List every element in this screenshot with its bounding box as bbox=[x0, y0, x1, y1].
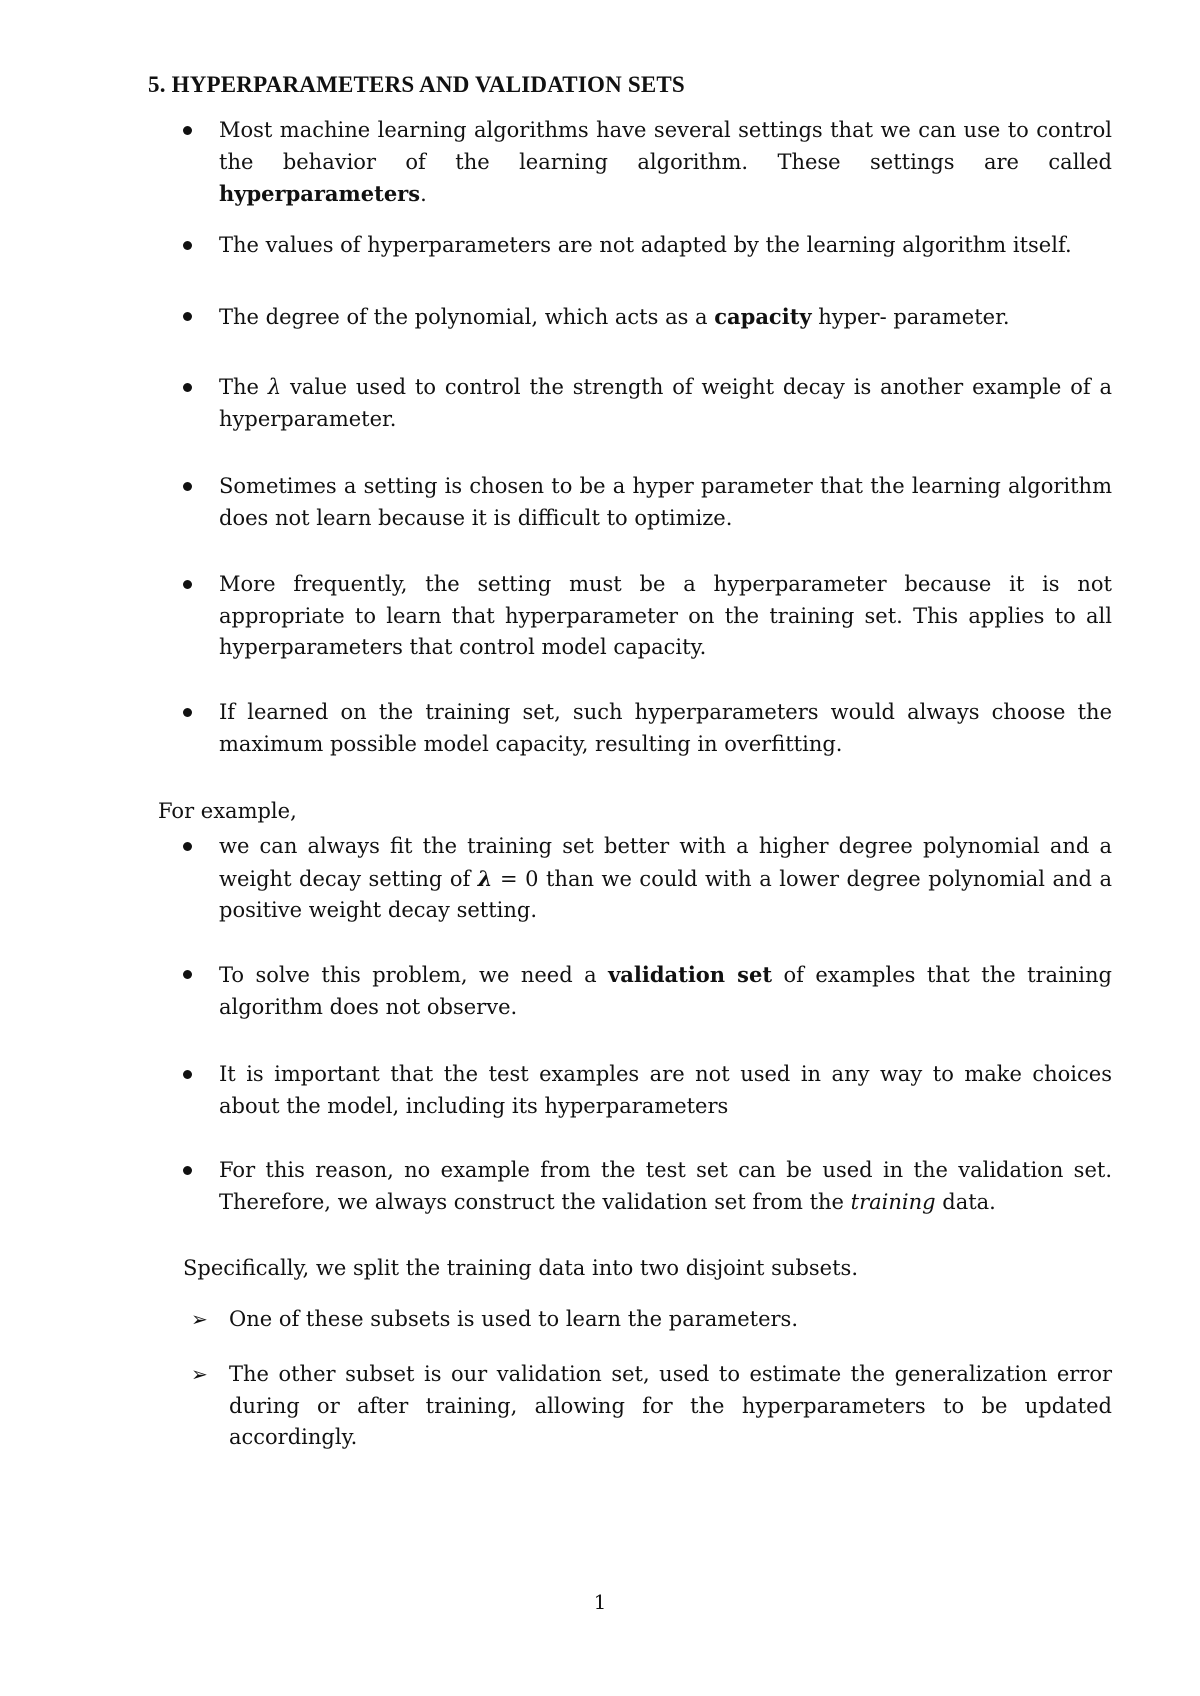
arrow-icon: ➢ bbox=[191, 1307, 208, 1331]
list-item: For this reason, no example from the test set can be used in the validation set. Therefore, we always construct the validation set from the training data. bbox=[219, 1155, 1112, 1218]
list-item: If learned on the training set, such hyperparameters would always choose the maximum possible model capacity, resulting in overfitting. bbox=[219, 697, 1112, 760]
list-item: It is important that the test examples are not used in any way to make choices about the model, including its hyperparameters bbox=[219, 1059, 1112, 1122]
list-item: The λ value used to control the strength of weight decay is another example of a hyperparameter. bbox=[219, 372, 1112, 435]
list-item: To solve this problem, we need a validation set of examples that the training algorithm does not observe. bbox=[219, 959, 1112, 1023]
bullet-icon bbox=[183, 569, 197, 601]
list-item: The degree of the polynomial, which acts as a capacity hyper- parameter. bbox=[219, 301, 1112, 334]
page-number: 1 bbox=[593, 1590, 607, 1614]
list-item: More frequently, the setting must be a hyperparameter because it is not appropriate to learn that hyperparameter on the training set. This applies to all hyperparameters that control model capacity. bbox=[219, 569, 1112, 664]
arrow-list-item: ➢ One of these subsets is used to learn the parameters. bbox=[229, 1304, 1112, 1336]
bullet-icon bbox=[183, 372, 197, 404]
lambda-symbol: λ bbox=[267, 375, 282, 399]
list-item: Most machine learning algorithms have several settings that we can use to control the behavior of the learning algorithm. These settings are called hyperparameters. bbox=[219, 115, 1112, 211]
bullet-icon bbox=[183, 115, 197, 147]
specifically-paragraph: Specifically, we split the training data into two disjoint subsets. bbox=[183, 1256, 859, 1280]
section-heading: 5. HYPERPARAMETERS AND VALIDATION SETS bbox=[148, 72, 685, 97]
arrow-icon: ➢ bbox=[191, 1362, 208, 1386]
bullet-icon bbox=[183, 471, 197, 503]
bullet-icon bbox=[183, 959, 197, 991]
bullet-icon bbox=[183, 1155, 197, 1187]
list-item: Sometimes a setting is chosen to be a hyper parameter that the learning algorithm does not learn because it is difficult to optimize. bbox=[219, 471, 1112, 534]
for-example-label: For example, bbox=[158, 799, 297, 823]
bullet-icon bbox=[183, 1059, 197, 1091]
bullet-icon bbox=[183, 230, 197, 262]
bullet-icon bbox=[183, 697, 197, 729]
list-item: The values of hyperparameters are not adapted by the learning algorithm itself. bbox=[219, 230, 1112, 262]
bullet-icon bbox=[183, 831, 197, 863]
arrow-list-item: ➢ The other subset is our validation set, used to estimate the generalization error during or after training, allowing for the hyperparameters to be updated accordingly. bbox=[229, 1359, 1112, 1454]
list-item: we can always fit the training set better with a higher degree polynomial and a weight decay setting of λ = 0 than we could with a lower degree polynomial and a positive weight decay setting. bbox=[219, 831, 1112, 927]
bullet-icon bbox=[183, 301, 197, 333]
lambda-symbol: λ bbox=[477, 865, 493, 891]
